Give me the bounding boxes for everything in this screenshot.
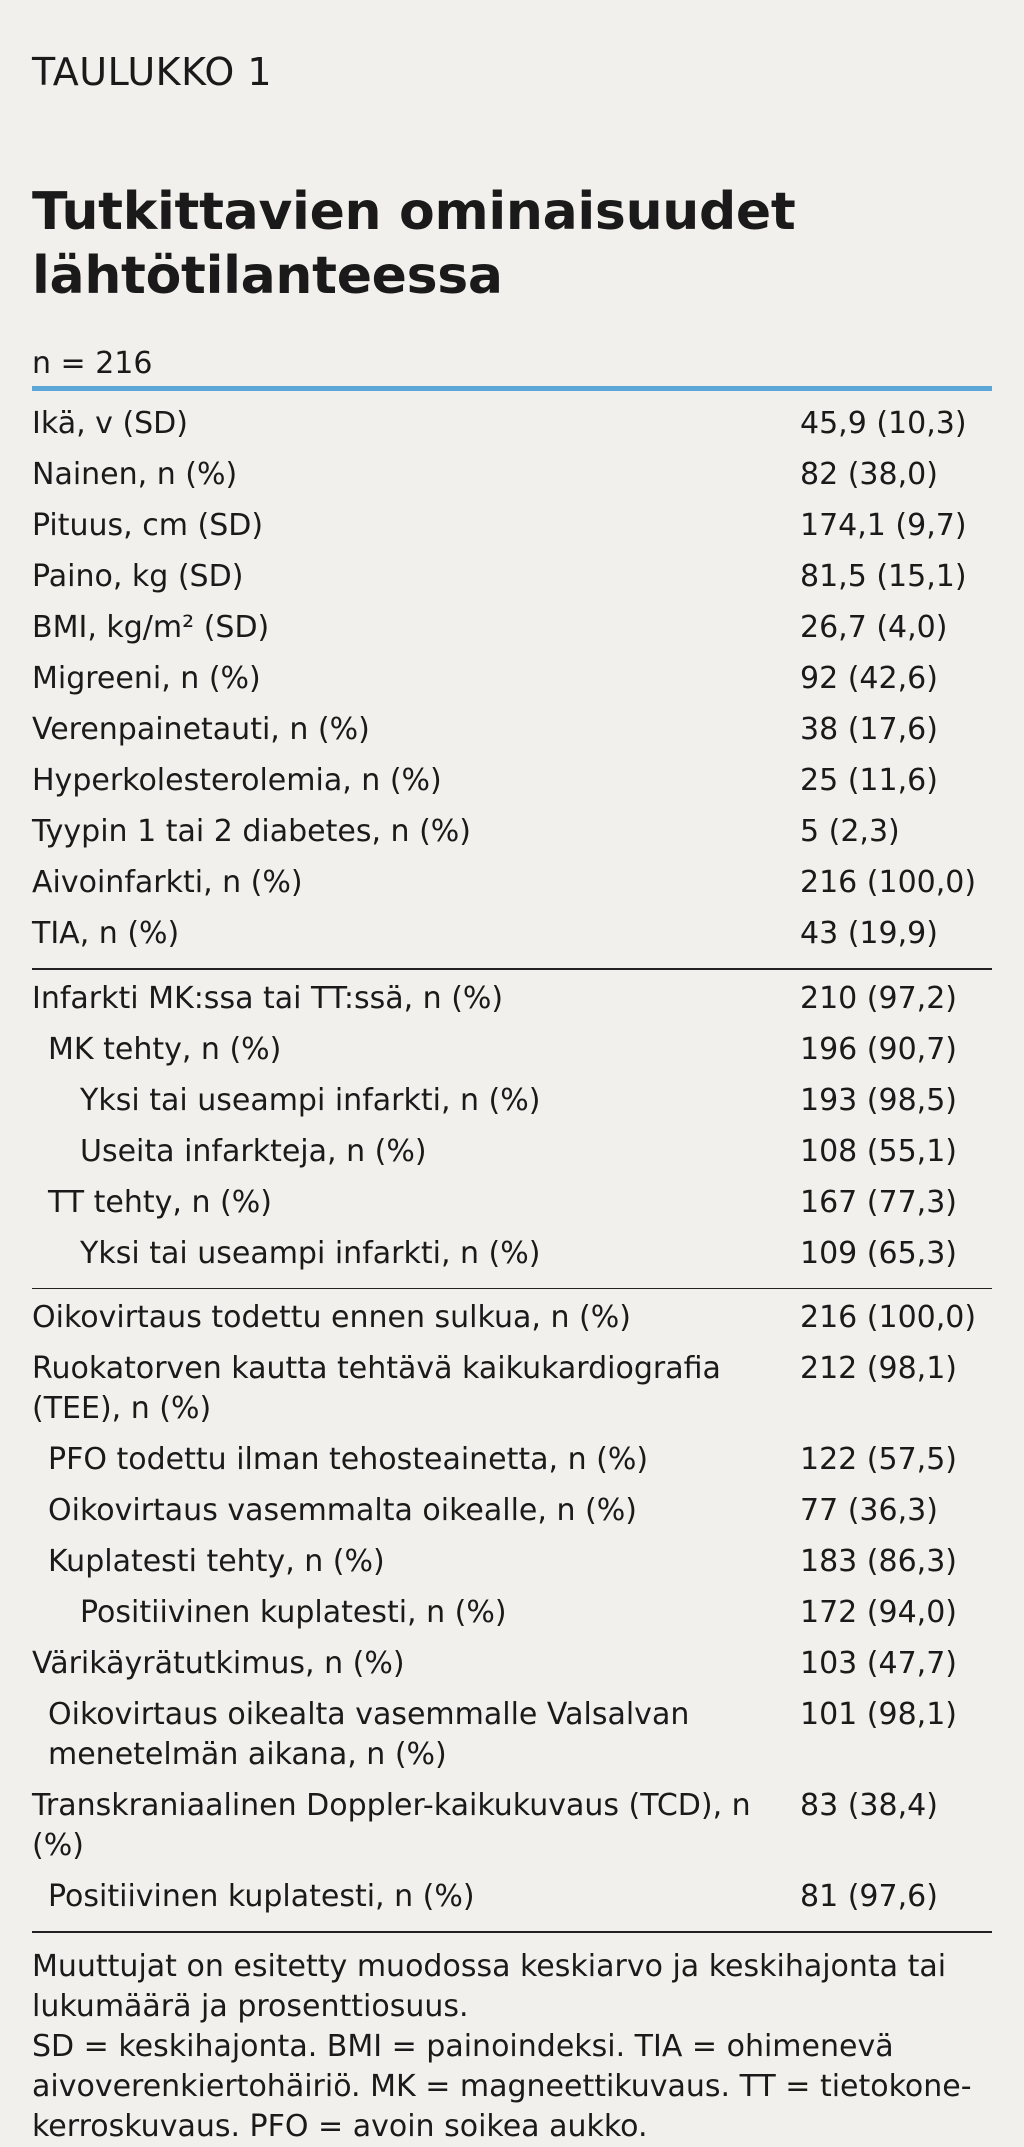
- row-label: MK tehty, n (%): [48, 1031, 282, 1067]
- characteristics-table: [32, 391, 992, 1931]
- table-row: [32, 1537, 992, 1588]
- row-label: Oikovirtaus todettu ennen sulkua, n (%): [32, 1300, 631, 1335]
- row-value: 25 (11,6): [800, 763, 938, 798]
- table-title-line-2: lähtötilanteessa: [32, 246, 503, 306]
- row-label: TT tehty, n (%): [48, 1184, 272, 1220]
- row-value: 174,1 (9,7): [800, 508, 967, 543]
- table-row: [32, 1293, 992, 1344]
- row-label: Paino, kg (SD): [32, 559, 244, 594]
- row-value: 81 (97,6): [800, 1879, 938, 1914]
- footer-divider: [32, 1931, 992, 1933]
- row-label: Aivoinfarkti, n (%): [32, 865, 303, 900]
- table-row: [32, 1639, 992, 1690]
- row-value: 210 (97,2): [800, 980, 958, 1016]
- row-label: Värikäyrätutkimus, n (%): [32, 1646, 405, 1681]
- row-value: 43 (19,9): [800, 916, 938, 951]
- table-row: [32, 1690, 992, 1781]
- table-section: [32, 391, 992, 968]
- table-row: [32, 450, 992, 501]
- table-row: [32, 654, 992, 705]
- row-label: Oikovirtaus vasemmalta oikealle, n (%): [48, 1493, 637, 1528]
- row-value: 183 (86,3): [800, 1544, 958, 1579]
- table-row: [32, 858, 992, 909]
- table-row: [32, 399, 992, 450]
- row-value: 216 (100,0): [800, 865, 977, 900]
- row-value: 193 (98,5): [800, 1082, 958, 1118]
- footnote-abbreviations: SD = keskihajonta. BMI = painoindeksi. TIA = ohimenevä aivoverenkiertohäiriö. MK = magneettikuvaus. TT = tietokonekerroskuvaus. PFO = avoin soikea aukko.: [32, 2028, 972, 2144]
- row-label: Oikovirtaus oikealta vasemmalle Valsalvan menetelmän aikana, n (%): [48, 1697, 690, 1772]
- table-row: [32, 1435, 992, 1486]
- row-value: 216 (100,0): [800, 1300, 977, 1335]
- table-row: [32, 1229, 992, 1280]
- row-value: 81,5 (15,1): [800, 559, 967, 594]
- row-label: Ikä, v (SD): [32, 406, 188, 441]
- row-label: TIA, n (%): [32, 916, 180, 951]
- row-value: 109 (65,3): [800, 1235, 958, 1271]
- row-value: 101 (98,1): [800, 1697, 958, 1732]
- table-row: [32, 756, 992, 807]
- row-label: Yksi tai useampi infarkti, n (%): [80, 1082, 541, 1118]
- table-section: [32, 1289, 992, 1931]
- table-row: [32, 1588, 992, 1639]
- row-label: Ruokatorven kautta tehtävä kaikukardiografia (TEE), n (%): [32, 1351, 721, 1426]
- row-label: Nainen, n (%): [32, 457, 238, 492]
- sample-size-label: n = 216: [32, 346, 153, 381]
- row-value: 45,9 (10,3): [800, 406, 967, 441]
- row-label: Pituus, cm (SD): [32, 508, 264, 543]
- table-row: [32, 1127, 992, 1178]
- table-title-line-1: Tutkittavien ominaisuudet: [32, 182, 796, 242]
- table-footnotes: [32, 1947, 992, 2147]
- row-value: 108 (55,1): [800, 1133, 958, 1169]
- footnote-variables: Muuttujat on esitetty muodossa keskiarvo ja keskihajonta tai lukumäärä ja prosenttiosuus.: [32, 1948, 947, 2024]
- row-label: Migreeni, n (%): [32, 661, 261, 696]
- table-section: [32, 970, 992, 1288]
- table-row: [32, 974, 992, 1025]
- row-value: 103 (47,7): [800, 1646, 958, 1681]
- row-value: 38 (17,6): [800, 712, 938, 747]
- row-value: 26,7 (4,0): [800, 610, 948, 645]
- row-label: Hyperkolesterolemia, n (%): [32, 763, 442, 798]
- row-label: Transkraniaalinen Doppler-kaikukuvaus (TCD), n (%): [32, 1788, 751, 1863]
- row-value: 196 (90,7): [800, 1031, 958, 1067]
- table-row: [32, 807, 992, 858]
- row-value: 167 (77,3): [800, 1184, 958, 1220]
- row-label: PFO todettu ilman tehosteainetta, n (%): [48, 1442, 649, 1477]
- row-value: 77 (36,3): [800, 1493, 938, 1528]
- row-label: Infarkti MK:ssa tai TT:ssä, n (%): [32, 980, 504, 1016]
- table-row: [32, 1178, 992, 1229]
- row-value: 212 (98,1): [800, 1351, 958, 1386]
- table-row: [32, 1486, 992, 1537]
- row-label: Positiivinen kuplatesti, n (%): [80, 1595, 507, 1630]
- table-row: [32, 1025, 992, 1076]
- table-row: [32, 552, 992, 603]
- table-title: [32, 180, 992, 308]
- row-value: 172 (94,0): [800, 1595, 958, 1630]
- table-row: [32, 501, 992, 552]
- table-row: [32, 909, 992, 960]
- row-label: Kuplatesti tehty, n (%): [48, 1544, 385, 1579]
- table-row: [32, 1872, 992, 1923]
- row-label: Positiivinen kuplatesti, n (%): [48, 1879, 475, 1914]
- row-value: 5 (2,3): [800, 814, 900, 849]
- table-row: [32, 603, 992, 654]
- row-label: Tyypin 1 tai 2 diabetes, n (%): [32, 814, 471, 849]
- table-row: [32, 1076, 992, 1127]
- row-value: 92 (42,6): [800, 661, 938, 696]
- row-label: Verenpainetauti, n (%): [32, 712, 370, 747]
- row-label: Useita infarkteja, n (%): [80, 1133, 427, 1169]
- table-row: [32, 705, 992, 756]
- table-row: [32, 1344, 992, 1435]
- row-value: 82 (38,0): [800, 457, 938, 492]
- table-row: [32, 1781, 992, 1872]
- row-value: 122 (57,5): [800, 1442, 958, 1477]
- row-label: BMI, kg/m² (SD): [32, 610, 270, 645]
- row-label: Yksi tai useampi infarkti, n (%): [80, 1235, 541, 1271]
- row-value: 83 (38,4): [800, 1788, 938, 1823]
- table-number: TAULUKKO 1: [32, 50, 273, 94]
